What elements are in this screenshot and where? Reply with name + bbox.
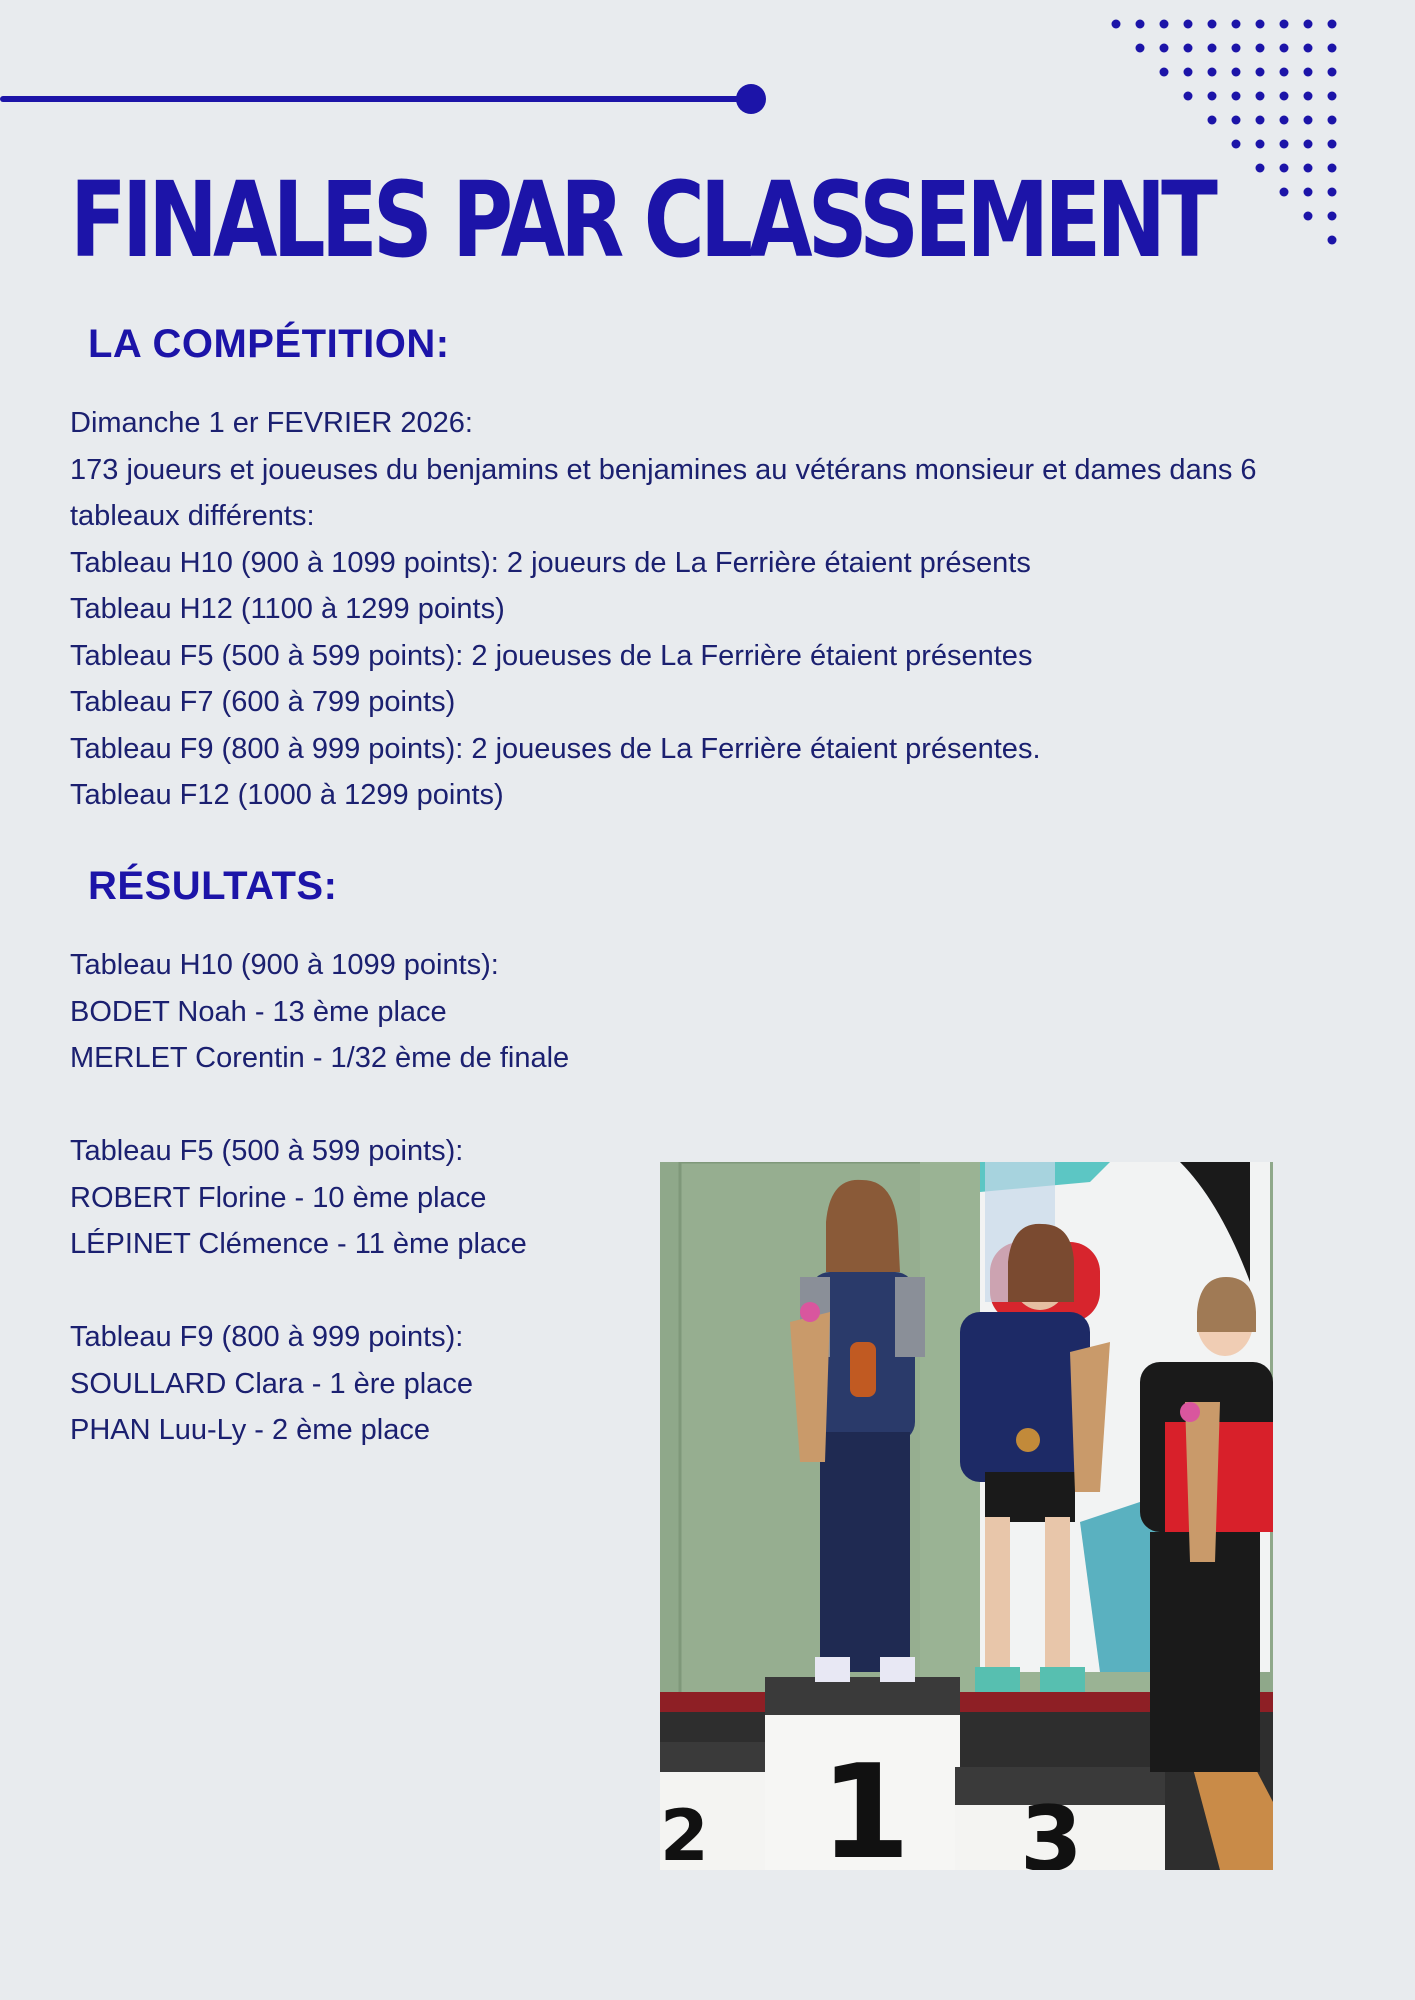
decorative-dot: [1256, 140, 1265, 149]
decorative-dot: [1304, 20, 1313, 29]
results-group-f9: [70, 1314, 473, 1454]
decorative-dot: [1208, 20, 1217, 29]
decorative-dot: [1328, 236, 1337, 245]
decorative-dot: [1328, 212, 1337, 221]
decorative-dot: [1208, 92, 1217, 101]
decorative-dot: [1184, 68, 1193, 77]
result-entry: LÉPINET Clémence - 11 ème place: [70, 1228, 527, 1260]
decorative-dot: [1328, 140, 1337, 149]
results-group-title: Tableau F9 (800 à 999 points):: [70, 1321, 464, 1353]
decorative-dot: [1304, 44, 1313, 53]
decorative-dot: [1208, 44, 1217, 53]
result-entry: BODET Noah - 13 ème place: [70, 995, 447, 1028]
decorative-dot: [1304, 140, 1313, 149]
decorative-dot: [1304, 188, 1313, 197]
competition-line: 173 joueurs et joueuses du benjamins et benjamines au vétérans monsieur et dames dans 6 tableaux différents:: [70, 453, 1257, 532]
results-group-title: Tableau F5 (500 à 599 points):: [70, 1135, 464, 1167]
decorative-dot: [1328, 44, 1337, 53]
decorative-dot: [1280, 164, 1289, 173]
decorative-dot: [1328, 92, 1337, 101]
decorative-dot: [1160, 20, 1169, 29]
decorative-dot: [1280, 68, 1289, 77]
competition-heading: LA COMPÉTITION:: [88, 322, 450, 366]
decorative-dot: [1256, 68, 1265, 77]
results-group-h10: [70, 942, 569, 1082]
decorative-dot: [1280, 92, 1289, 101]
decorative-dot: [1232, 140, 1241, 149]
decorative-dot: [1256, 92, 1265, 101]
decorative-dot: [1280, 140, 1289, 149]
competition-line: Tableau F5 (500 à 599 points): 2 joueuses de La Ferrière étaient présentes: [70, 639, 1033, 672]
podium-photo: [660, 1162, 1273, 1870]
decorative-dot: [1280, 188, 1289, 197]
results-group-f5: [70, 1128, 527, 1268]
decorative-dot: [1184, 92, 1193, 101]
decorative-line-dot: [736, 84, 766, 114]
decorative-dot: [1304, 164, 1313, 173]
decorative-dot: [1232, 20, 1241, 29]
decorative-dot: [1232, 92, 1241, 101]
decorative-dot: [1328, 164, 1337, 173]
competition-line: Tableau F9 (800 à 999 points): 2 joueuses de La Ferrière étaient présentes.: [70, 732, 1041, 765]
decorative-dot: [1232, 44, 1241, 53]
result-entry: ROBERT Florine - 10 ème place: [70, 1181, 487, 1214]
decorative-dot: [1160, 44, 1169, 53]
results-group-title: Tableau H10 (900 à 1099 points):: [70, 949, 499, 981]
decorative-dot: [1232, 116, 1241, 125]
decorative-dot: [1328, 116, 1337, 125]
svg-text:3: 3: [1020, 1787, 1083, 1870]
decorative-dot: [1328, 188, 1337, 197]
decorative-dot: [1280, 20, 1289, 29]
results-heading: RÉSULTATS:: [88, 864, 338, 908]
competition-line: Tableau H10 (900 à 1099 points): 2 joueurs de La Ferrière étaient présents: [70, 546, 1031, 579]
decorative-dot: [1184, 20, 1193, 29]
decorative-dot: [1328, 20, 1337, 29]
decorative-dot: [1256, 20, 1265, 29]
decorative-dot: [1208, 116, 1217, 125]
decorative-dot: [1136, 20, 1145, 29]
decorative-dot: [1256, 44, 1265, 53]
competition-line: Dimanche 1 er FEVRIER 2026:: [70, 407, 473, 439]
decorative-dot: [1256, 164, 1265, 173]
decorative-dot: [1136, 44, 1145, 53]
decorative-dot: [1256, 116, 1265, 125]
decorative-dot: [1304, 68, 1313, 77]
decorative-line: [0, 96, 745, 102]
decorative-dot: [1304, 92, 1313, 101]
decorative-dot: [1280, 44, 1289, 53]
page-title: FINALES PAR CLASSEMENT: [70, 159, 1214, 281]
decorative-dot: [1232, 68, 1241, 77]
decorative-dot: [1328, 68, 1337, 77]
competition-description: [70, 400, 1310, 819]
svg-text:1: 1: [820, 1736, 911, 1870]
decorative-dot: [1160, 68, 1169, 77]
decorative-dot: [1304, 116, 1313, 125]
result-entry: SOULLARD Clara - 1 ère place: [70, 1367, 473, 1400]
svg-text:2: 2: [660, 1795, 709, 1870]
competition-line: Tableau F7 (600 à 799 points): [70, 686, 456, 718]
competition-line: Tableau H12 (1100 à 1299 points): [70, 593, 505, 625]
result-entry: PHAN Luu-Ly - 2 ème place: [70, 1414, 430, 1446]
decorative-dot: [1304, 212, 1313, 221]
decorative-dot: [1208, 68, 1217, 77]
decorative-dot: [1112, 20, 1121, 29]
decorative-dot: [1280, 116, 1289, 125]
competition-line: Tableau F12 (1000 à 1299 points): [70, 779, 504, 811]
result-entry: MERLET Corentin - 1/32 ème de finale: [70, 1042, 570, 1074]
decorative-dot: [1184, 44, 1193, 53]
